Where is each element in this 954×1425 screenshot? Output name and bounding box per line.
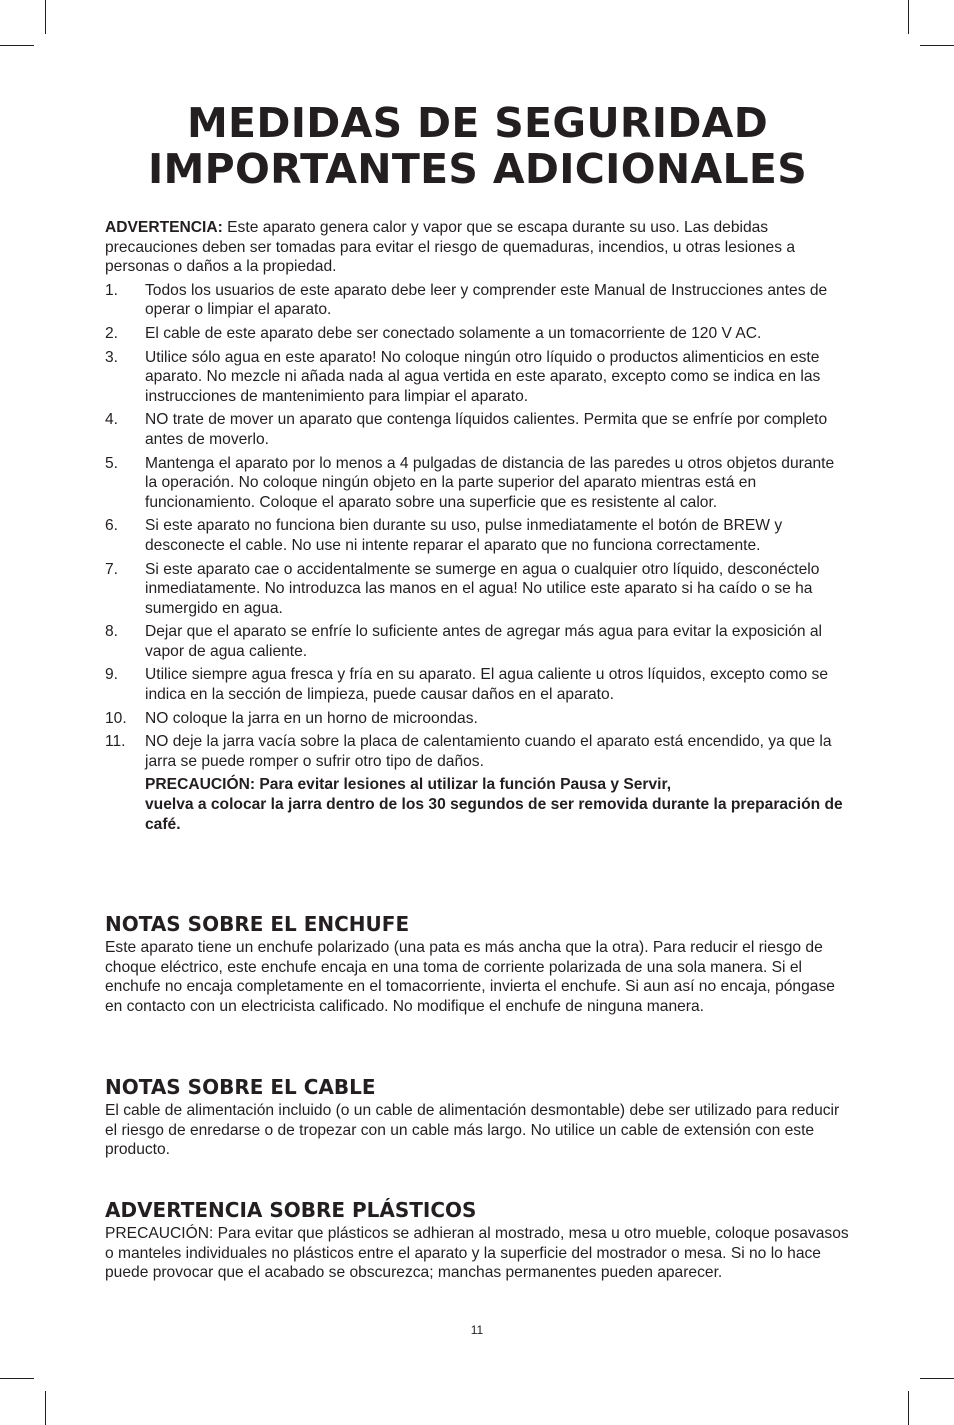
plug-text: Este aparato tiene un enchufe polarizado (una pata es más ancha que la otra). Para reducir el riesgo de choque eléctrico, este enchufe encaja en una toma de corriente polarizada de una sola manera. Si el enchufe no encaja completamente en el tomacorriente, invierta el enchufe. Si aun así no encaja, póngase en contacto con un electricista calificado. No modifique el enchufe de ninguna manera. xyxy=(105,939,835,1015)
crop-mark xyxy=(908,0,909,34)
list-text: NO coloque la jarra en un horno de microondas. xyxy=(145,709,478,727)
crop-mark xyxy=(45,0,46,34)
list-item xyxy=(105,560,850,619)
list-number: 2. xyxy=(105,324,119,342)
list-number: 8. xyxy=(105,623,119,641)
list-text: El cable de este aparato debe ser conectado solamente a un tomacorriente de 120 V AC. xyxy=(145,324,762,342)
cable-text: El cable de alimentación incluido (o un cable de alimentación desmontable) debe ser utilizado para reducir el riesgo de enredarse o de tropezar con un cable más largo. No utilice un cable de extensión con este producto. xyxy=(105,1102,840,1159)
list-number: 10. xyxy=(105,709,127,727)
list-item xyxy=(105,516,850,555)
crop-mark xyxy=(920,1378,954,1379)
list-text: Utilice siempre agua fresca y fría en su aparato. El agua caliente u otros líquidos, excepto como se indica en la sección de limpieza, puede causar daños en el aparato. xyxy=(145,666,829,704)
list-number: 6. xyxy=(105,517,119,535)
plug-heading: NOTAS SOBRE EL ENCHUFE xyxy=(105,912,410,936)
list-item xyxy=(105,281,850,320)
plug-section xyxy=(105,912,850,1016)
page-title-line-1: MEDIDAS DE SEGURIDAD xyxy=(186,99,769,147)
list-item xyxy=(105,622,850,661)
plastics-section xyxy=(105,1198,850,1283)
list-item xyxy=(105,665,850,704)
list-item xyxy=(105,709,850,729)
crop-mark xyxy=(908,1391,909,1425)
list-number: 11. xyxy=(105,733,126,751)
list-number: 9. xyxy=(105,666,119,684)
intro-warning xyxy=(105,218,850,277)
list-text: Si este aparato cae o accidentalmente se sumerge en agua o cualquier otro líquido, desconéctelo inmediatamente. No introduzca las manos en el agua! No utilice este aparato si ha caído o se ha sumergido en agua. xyxy=(145,560,820,617)
plastics-text: PRECAUCIÓN: Para evitar que plásticos se adhieran al mostrado, mesa u otro mueble, coloque posavasos o manteles individuales no plásticos entre el aparato y la superficie del mostrador o mesa. Si no lo hace puede provocar que el acabado se obscurezca; manchas permanentes pueden aparecer. xyxy=(105,1225,849,1282)
page-title xyxy=(105,100,850,192)
page-content xyxy=(105,99,850,1282)
list-text: Utilice sólo agua en este aparato! No coloque ningún otro líquido o productos alimenticios en este aparato. No mezcle ni añada nada al agua vertida en este aparato, excepto como se indica en las instrucciones de mantenimiento para limpiar el aparato. xyxy=(145,348,821,405)
list-item xyxy=(105,324,850,344)
list-number: 4. xyxy=(105,411,119,429)
list-item xyxy=(105,732,850,771)
list-number: 3. xyxy=(105,348,119,366)
cable-section xyxy=(105,1075,850,1160)
cable-heading: NOTAS SOBRE EL CABLE xyxy=(105,1075,376,1099)
caution-line-1: PRECAUCIÓN: Para evitar lesiones al utilizar la función Pausa y Servir, xyxy=(145,776,672,794)
intro-label: ADVERTENCIA: xyxy=(105,219,223,236)
list-text: Si este aparato no funciona bien durante su uso, pulse inmediatamente el botón de BREW y desconecte el cable. No use ni intente reparar el aparato que no funciona correctamente. xyxy=(145,517,783,554)
page-number: 11 xyxy=(470,1323,484,1337)
intro-text: Este aparato genera calor y vapor que se escapa durante su uso. Las debidas precauciones deben ser tomadas para evitar el riesgo de quemaduras, incendios, u otras lesiones a personas o daños a la propiedad. xyxy=(105,219,796,276)
crop-mark xyxy=(0,45,34,46)
crop-mark xyxy=(920,45,954,46)
list-text: NO trate de mover un aparato que contenga líquidos calientes. Permita que se enfríe por completo antes de moverlo. xyxy=(145,411,828,448)
list-text: Dejar que el aparato se enfríe lo suficiente antes de agregar más agua para evitar la exposición al vapor de agua caliente. xyxy=(145,623,823,660)
list-number: 5. xyxy=(105,454,119,472)
list-item xyxy=(105,410,850,449)
caution-line-2: vuelva a colocar la jarra dentro de los 30 segundos de ser removida durante la preparación de café. xyxy=(145,796,843,833)
list-text: Mantenga el aparato por lo menos a 4 pulgadas de distancia de las paredes u otros objetos durante la operación. No coloque ningún objeto en la parte superior del aparato mientras está en funcionamiento. Coloque el aparato sobre una superficie que es resistente al calor. xyxy=(145,454,835,511)
safety-list xyxy=(105,281,850,772)
list-text: NO deje la jarra vacía sobre la placa de calentamiento cuando el aparato está encendido, ya que la jarra se puede romper o sufrir otro tipo de daños. xyxy=(145,733,832,770)
caution-note xyxy=(145,775,850,834)
list-number: 7. xyxy=(105,560,119,578)
list-number: 1. xyxy=(105,281,119,299)
list-item xyxy=(105,454,850,513)
list-item xyxy=(105,348,850,407)
crop-mark xyxy=(0,1378,34,1379)
list-text: Todos los usuarios de este aparato debe leer y comprender este Manual de Instrucciones antes de operar o limpiar el aparato. xyxy=(145,281,828,319)
page-title-line-2: IMPORTANTES ADICIONALES xyxy=(147,145,808,193)
plastics-heading: ADVERTENCIA SOBRE PLÁSTICOS xyxy=(105,1198,477,1222)
crop-mark xyxy=(45,1391,46,1425)
